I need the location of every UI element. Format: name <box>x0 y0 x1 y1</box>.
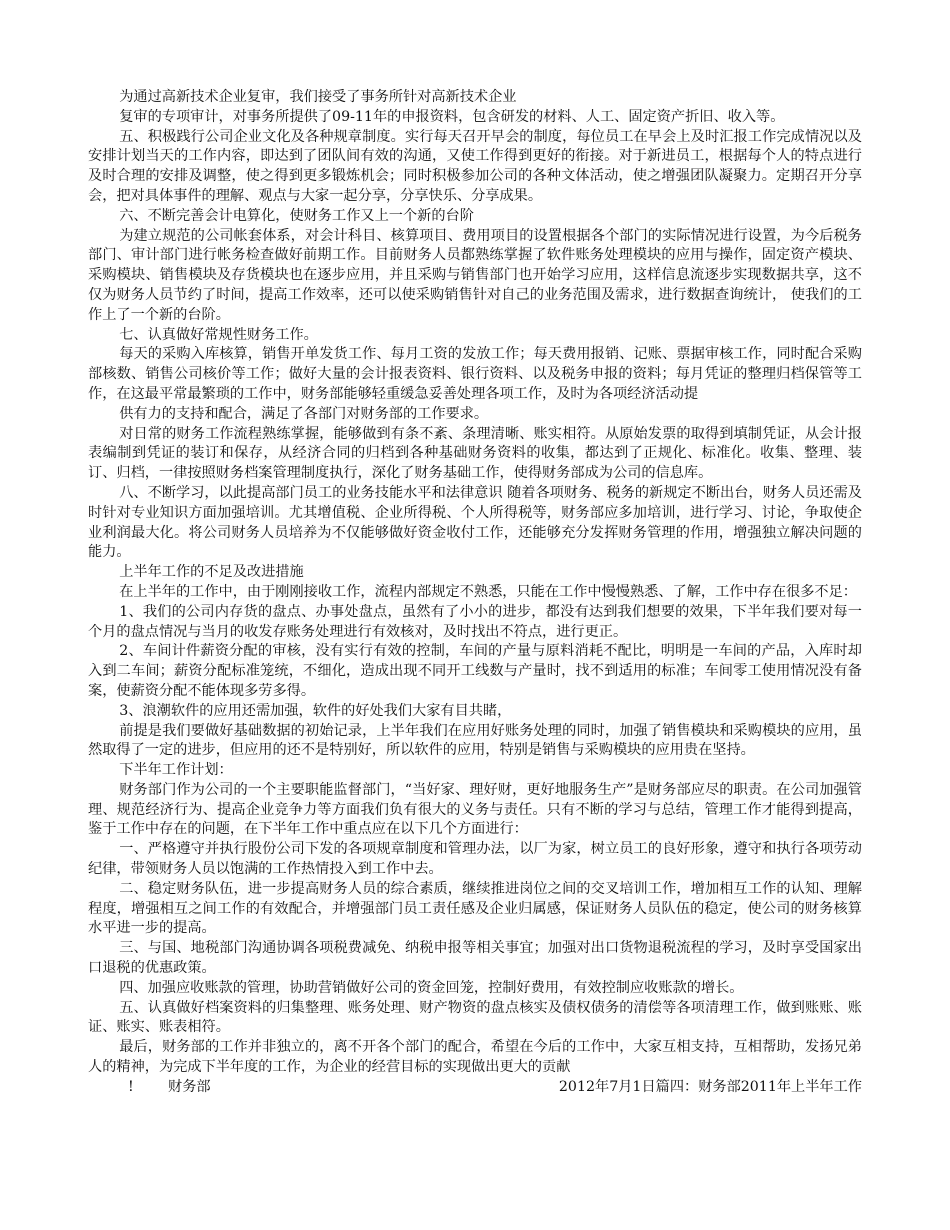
signature-department: 财务部 <box>168 1078 211 1095</box>
paragraph: 四、加强应收账款的管理，协助营销做好公司的资金回笼，控制好费用，有效控制应收账款的增长。 <box>119 979 744 996</box>
paragraph: 财务部门作为公司的一个主要职能监督部门，“当好家、理好财，更好地服务生产”是财务部应尽的职责。在公司加强管理、规范经济行为、提高企业竞争力等方面我们负有很大的义务与责任。只有不断的学习与总结，管理工作才能得到提高，鉴于工作中存在的问题，在下半年工作中重点应在以下几个方面进行： <box>88 781 862 838</box>
signature-date: 2012年7月1日篇四：财务部2011年上半年工作 <box>558 1078 862 1095</box>
paragraph: 3、浪潮软件的应用还需加强，软件的好处我们大家有目共睹， <box>119 702 512 719</box>
signature-line <box>88 1078 862 1098</box>
paragraph: 上半年工作的不足及改进措施 <box>119 564 304 581</box>
paragraph: 为建立规范的公司帐套体系，对会计科目、核算项目、费用项目的设置根据各个部门的实际情况进行设置，为今后税务部门、审计部门进行帐务检查做好前期工作。目前财务人员都熟练掌握了软件账务处理模块的应用与操作，固定资产模块、采购模块、销售模块及存货模块也在逐步应用，并且采购与销售部门也开始学习应用，这样信息流逐步实现数据共享，这不仅为财务人员节约了时间，提高工作效率，还可以使采购销售针对自己的业务范围及需求，进行数据查询统计， 使我们的工作上了一个新的台阶。 <box>88 227 862 323</box>
signature-mark: ! <box>128 1078 134 1095</box>
paragraph: 五、认真做好档案资料的归集整理、账务处理、财产物资的盘点核实及债权债务的清偿等各项清理工作，做到账账、账证、账实、账表相符。 <box>88 999 862 1036</box>
paragraph: 三、与国、地税部门沟通协调各项税费减免、纳税申报等相关事宜；加强对出口货物退税流程的学习，及时享受国家出口退税的优惠政策。 <box>88 940 862 977</box>
paragraph: 1、我们的公司内存货的盘点、办事处盘点，虽然有了小小的进步，都没有达到我们想要的效果，下半年我们要对每一个月的盘点情况与当月的收发存账务处理进行有效核对，及时找出不符点，进行更正。 <box>88 603 862 640</box>
paragraph: 二、稳定财务队伍，进一步提高财务人员的综合素质，继续推进岗位之间的交叉培训工作，增加相互工作的认知、理解程度，增强相互之间工作的有效配合，并增强部门员工责任感及企业归属感，保证财务人员队伍的稳定，使公司的财务核算水平进一步的提高。 <box>88 880 862 937</box>
paragraph: 五、积极践行公司企业文化及各种规章制度。实行每天召开早会的制度，每位员工在早会上及时汇报工作完成情况以及安排计划当天的工作内容，即达到了团队间有效的沟通，又使工作得到更好的衔接。对于新进员工，根据每个人的特点进行及时合理的安排及调整，使之得到更多锻炼机会；同时积极参加公司的各种文体活动，使之增强团队凝聚力。定期召开分享会，把对具体事件的理解、观点与大家一起分享，分享快乐、分享成果。 <box>88 128 862 204</box>
paragraph: 一、严格遵守并执行股份公司下发的各项规章制度和管理办法，以厂为家，树立员工的良好形象，遵守和执行各项劳动纪律，带领财务人员以饱满的工作热情投入到工作中去。 <box>88 841 862 878</box>
document-body <box>88 88 862 1098</box>
paragraph: 八、不断学习，以此提高部门员工的业务技能水平和法律意识 随着各项财务、税务的新规定不断出台，财务人员还需及时针对专业知识方面加强培训。尤其增值税、企业所得税、个人所得税等，财务部应多加培训，进行学习、讨论，争取使企业利润最大化。将公司财务人员培养为不仅能够做好资金收付工作，还能够充分发挥财务管理的作用，增强独立解决问题的能力。 <box>88 484 862 561</box>
paragraph: 前提是我们要做好基础数据的初始记录，上半年我们在应用好账务处理的同时，加强了销售模块和采购模块的应用，虽然取得了一定的进步，但应用的还不是特别好，所以软件的应用，特别是销售与采购模块的应用贵在坚持。 <box>88 722 862 759</box>
paragraph: 在上半年的工作中，由于刚刚接收工作，流程内部规定不熟悉，只能在工作中慢慢熟悉、了解，工作中存在很多不足： <box>119 583 857 600</box>
paragraph: 供有力的支持和配合，满足了各部门对财务部的工作要求。 <box>119 405 489 422</box>
paragraph: 下半年工作计划： <box>119 762 233 779</box>
paragraph: 每天的采购入库核算，销售开单发货工作、每月工资的发放工作；每天费用报销、记账、票据审核工作，同时配合采购部核数、销售公司核价等工作；做好大量的会计报表资料、银行资料、以及税务申报的资料；每月凭证的整理归档保管等工作，在这最平常最繁琐的工作中，财务部能够轻重缓急妥善处理各项工作，及时为各项经济活动提 <box>88 346 862 402</box>
paragraph: 七、认真做好常规性财务工作。 <box>119 326 318 343</box>
paragraph: 对日常的财务工作流程熟练掌握，能够做到有条不紊、条理清晰、账实相符。从原始发票的取得到填制凭证，从会计报表编制到凭证的装订和保存，从经济合同的归档到各种基础财务资料的收集，都达到了正规化、标准化。收集、整理、装订、归档，一律按照财务档案管理制度执行，深化了财务基础工作，使得财务部成为公司的信息库。 <box>88 425 862 482</box>
paragraph: 2、车间计件薪资分配的审核，没有实行有效的控制，车间的产量与原料消耗不配比，明明是一车间的产品，入库时却入到二车间；薪资分配标准笼统，不细化，造成出现不同开工线数与产量时，找不到适用的标准；车间零工使用情况没有备案，使薪资分配不能体现多劳多得。 <box>88 643 862 699</box>
paragraph: 复审的专项审计，对事务所提供了09-11年的申报资料，包含研发的材料、人工、固定资产折旧、收入等。 <box>119 108 785 125</box>
paragraph: 为通过高新技术企业复审，我们接受了事务所针对高新技术企业 <box>119 89 517 105</box>
paragraph: 六、不断完善会计电算化，使财务工作又上一个新的台阶 <box>119 207 474 224</box>
paragraph: 最后，财务部的工作并非独立的，离不开各个部门的配合，希望在今后的工作中，大家互相支持，互相帮助，发扬兄弟人的精神，为完成下半年度的工作，为企业的经营目标的实现做出更大的贡献 <box>88 1039 862 1076</box>
